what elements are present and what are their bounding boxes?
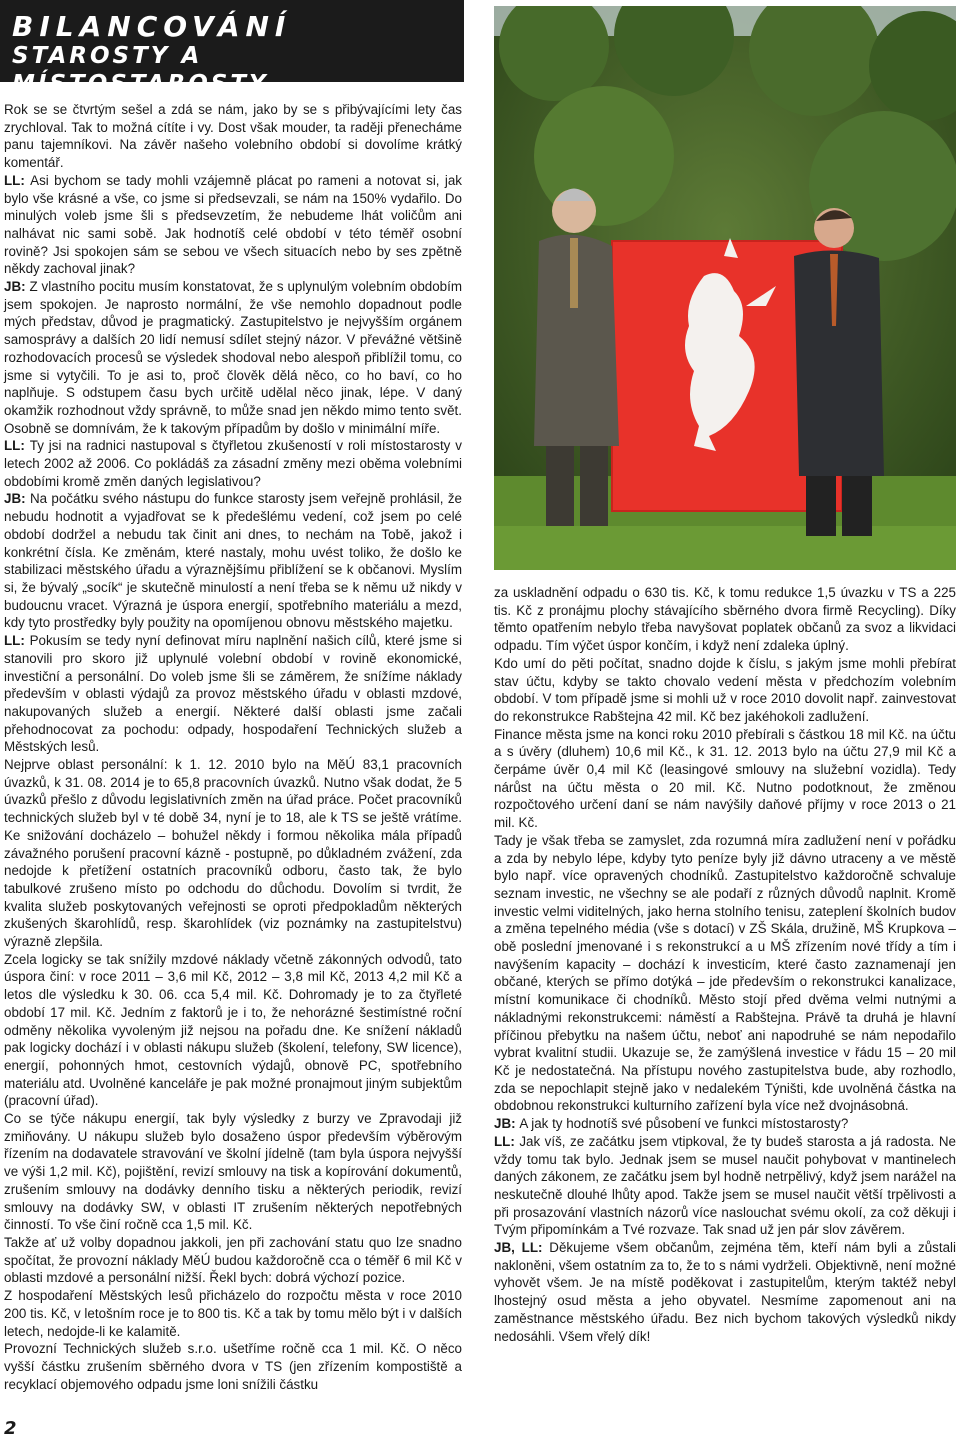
- paragraph: Zcela logicky se tak snížily mzdové náklady včetně zákonných odvodů, tato úspora činí: v roce 2011 – 3,6 mil Kč, 2012 – 3,8 mil Kč, 2013 4,2 mil Kč a letos dle výsledku k 30. 06. cca 5,4 mil. Kč. Dohromady je to za čtyřleté období 17 mil. Kč. Jedním z faktorů je i to, že nehorázné šestimístné roční odměny několika vyvoleným již nejsou na pořadu dne. Ke snížení nákladů pak logicky dochází i v oblasti nákupu služeb (školení, telefony, SW licence), energií, pohonných hmot, cestovních výdajů, obnově PC, spotřebního materiálu atd. Uvolněné kanceláře je pak možné pronajmout jiným subjektům (pracovní úřad).: [4, 951, 462, 1109]
- paragraph: Takže ať už volby dopadnou jakkoli, jen při zachování statu quo lze snadno spočítat, že provozní náklady MěÚ budou každoročně cca o téměř 6 mil Kč v oblasti mzdové a personální nižší. Řekl bych: dobrá výchozí pozice.: [4, 1235, 462, 1286]
- photo-illustration: [494, 6, 956, 570]
- speaker-label: LL:: [4, 633, 30, 649]
- paragraph: JB, LL: Děkujeme všem občanům, zejména těm, kteří nám byli a zůstali nakloněni, všem ostatním za to, že to s námi vydrželi. Objektivně, není možné vyhovět všem. Je na místě poděkovat i zastupitelům, kterým taktéž nebyl lhostejný osud města a jeho obyvatel. Nesmíme zapomenout ani na zaměstnance městského úřadu. Bez nich bychom takových výsledků nikdy nedosáhli. Všem vřelý dík!: [494, 1240, 956, 1344]
- paragraph: LL: Jak víš, ze začátku jsem vtipkoval, že ty budeš starosta a já radosta. Ne vždy tomu tak bylo. Jednak jsem se musel naučit pohybovat v mantinelech daných zákonem, ze začátku jsem byl hodně netrpělivý, když jsem narážel na neskutečně dlouhé lhůty apod. Takže jsem se musel naučit větší trpělivosti a při prosazování vlastních názorů více naslouchat svému okolí, za což děkuji i Tvým připomínkám a Tvé rozvaze. Tak snad už jen pár slov závěrem.: [494, 1133, 956, 1238]
- speaker-label: JB:: [494, 1116, 520, 1132]
- paragraph: Z hospodaření Městských lesů přicházelo do rozpočtu města v roce 2010 200 tis. Kč, v letošním roce je to 800 tis. Kč a tak by tomu mělo být i v dalších letech, nedojde-li ke kalamitě.: [4, 1288, 462, 1339]
- right-column-text: [494, 584, 956, 1345]
- left-column-text: [4, 101, 462, 1393]
- paragraph: za uskladnění odpadu o 630 tis. Kč, k tomu redukce 1,5 úvazku v TS a 225 tis. Kč z pronájmu plochy stávajícího sběrného dvora firmě Recycling). Díky těmto opatřením nebylo třeba navyšovat poplatek občanů za svoz a likvidaci odpadu. Tím výčet úspor končím, i když není zdaleka úplný.: [494, 585, 956, 654]
- paragraph: Kdo umí do pěti počítat, snadno dojde k číslu, s jakým jsme mohli přebírat stav účtu, kdyby se takto chovalo vedení města v předchozím volebním období. V tom případě jsme si mohli už v roce 2010 dovolit např. zainvestovat do rekonstrukce Rabštejna 42 mil. Kč bez jakéhokoli zadlužení.: [494, 655, 956, 724]
- header-subtitle: STAROSTY A MÍSTOSTAROSTY: [12, 43, 269, 97]
- page-number: 2: [4, 1418, 17, 1439]
- header-title: BILANCOVÁNÍ: [12, 10, 292, 43]
- speaker-label: LL:: [494, 1133, 520, 1149]
- paragraph: JB: A jak ty hodnotíš své působení ve funkci místostarosty?: [494, 1116, 849, 1132]
- speaker-label: LL:: [4, 172, 31, 188]
- speaker-label: JB:: [4, 491, 30, 507]
- speaker-label: JB:: [4, 279, 30, 295]
- paragraph: LL: Pokusím se tedy nyní definovat míru naplnění našich cílů, které jsme si stanovili pro skoro již uplynulé volební období v rovině ekonomické, investiční a personální. Do voleb jsme šli se záměrem, že snížíme náklady především v oblasti výdajů za provoz městského úřadu v oblasti mzdové, nakupovaných služeb a energií. Některé další oblasti jsme začali přehodnocovat za pochodu: odpady, hospodaření Technických služeb a Městských lesů.: [4, 633, 462, 755]
- paragraph: Co se týče nákupu energií, tak byly výsledky z burzy ve Zpravodaji již zmiňovány. U nákupu služeb bylo dosaženo úspor především výběrovým řízením na dodavatele stravování ve školní jídelně (tam byla úspora nejvyšší ve výši 1,2 mil. Kč), pojištění, revizí smlouvy na tisk a kopírování dokumentů, zrušením smlouvy na dodávky denního tisku a některých periodik, revizí smlouvy na dodávky SW, v oblasti IT zrušením některých nepotřebných činností. To vše činí ročně cca 1,5 mil. Kč.: [4, 1111, 462, 1233]
- paragraph: JB: Na počátku svého nástupu do funkce starosty jsem veřejně prohlásil, že nebudu hodnotit a vyjadřovat se k předešlému vedení, což jsem po celé období dodržel a nebudu tak činit ani dnes, to nechám na Tobě, jakož i konkrétní čísla. Ke změnám, které nastaly, mohu uvést toliko, že došlo ke stabilizaci městského úřadu a výraznějšímu přiblížení se k občanovi. Myslím si, že bývalý „socík“ je skutečně minulostí a není třeba se k němu už nikdy v budoucnu vracet. Výrazná je úspora energií, spotřebního materiálu a mezd, kdy tyto prostředky byly použity na opomíjenou obnovu městského majetku.: [4, 491, 462, 631]
- paragraph: Tady je však třeba se zamyslet, zda rozumná míra zadlužení není v pořádku a zda by nebylo lépe, kdyby tyto peníze byly již dávno utraceny a ve městě bylo např. více opravených chodníků. Zastupitelstvo každoročně schvaluje seznam investic, ne všechny se ale podaří z různých důvodů naplnit. Kromě investic velmi viditelných, jako herna stolního tenisu, zateplení školních budov a změna tepelného média (vše s dotací) v ZŠ Skála, družině, MŠ Krupkova – obě poslední jmenované i s rekonstrukcí a u MŠ zřízením nové třídy a tím i navýšením kapacity – dochází k investicím, které často zaznamenají jen občané, kterých se přímo dotýká – jde především o rekonstrukci kanalizace, místní komunikace či chodníků. Město stojí před dvěma velmi nutnými a nákladnými rekonstrukcemi: náměstí a Rabštejna. Právě ta druhá je hlavní příčinou přebytku na našem účtu, neboť ani napodruhé se nám nepodařilo vybrat kvalitní studii. Ukazuje se, že zamýšlená investice v řádu 15 – 20 mil Kč je nedostatečná. Na přístupu nového zastupitelstva bude, aby rozhodlo, zda se nepochlapit stejně jako v nedalekém Týništi, kde uvolněná částka na obdobnou rekonstrukci kulturního zařízení byla více než dvojnásobná.: [494, 832, 956, 1114]
- paragraph: Rok se se čtvrtým sešel a zdá se nám, jako by se s přibývajícími lety čas zrychloval. Tak to možná cítíte i vy. Dost však mouder, ta raději přenecháme panu tajemníkovi. Na závěr našeho volebního období si dovolíme krátký komentář.: [4, 102, 462, 171]
- speaker-label: JB, LL:: [494, 1240, 550, 1256]
- photo-two-men-with-flag: [494, 6, 956, 570]
- speaker-label: LL:: [4, 438, 30, 454]
- paragraph: Nejprve oblast personální: k 1. 12. 2010 bylo na MěÚ 83,1 pracovních úvazků, k 31. 08. 2014 je to 65,8 pracovních úvazků. Nutno však dodat, že 5 úvazků přešlo z důvodu legislativních změn na úřad práce. Počet pracovníků technických služeb byl v té době 34, nyní je to 18, ale k TS se ještě vrátíme. Ke snižování docházelo – bohužel někdy i formou několika mála případů závažného porušení pracovní kázně - postupně, po důkladném zvážení, zda nedojde k přetížení ostatních pracovníků odboru, často tak, že bylo tabulkové zrušeno místo po odchodu do důchodu. Dovolím si tvrdit, že kvalita služeb poskytovaných veřejnosti se oproti předpokladům některých zkušených škarohlídů, resp. škarohlídek (viz poznámky na zastupitelstvu) výrazně zlepšila.: [4, 757, 462, 950]
- paragraph: JB: Z vlastního pocitu musím konstatovat, že s uplynulým volebním obdobím jsem spokojen. Je naprosto normální, že vše nemohlo dopadnout podle mých představ, důvod je pragmatický. Zastupitelstvo je nejvyšším orgánem samosprávy a dalších 20 lidí nemusí sdílet stejný názor. V převážné většině rozhodovacích procesů se výsledek shodoval nebo alespoň přiblížil tomu, co jsme si vytyčili. To je asi to, proč člověk dělá něco, co ho baví, co ho naplňuje. S odstupem času bych určitě udělal něco jinak, lépe. V daný okamžik rozhodnout vždy správně, to může snad jen někdo mimo tento svět. Osobně se domnívám, že k takovým případům by došlo v minimální míře.: [4, 279, 462, 436]
- section-header: [0, 0, 464, 97]
- paragraph: LL: Ty jsi na radnici nastupoval s čtyřletou zkušeností v roli místostarosty v letech 2002 až 2006. Co pokládáš za zásadní změny mezi oběma volebními obdobími kromě změn daných legislativou?: [4, 438, 462, 489]
- paragraph: Finance města jsme na konci roku 2010 přebírali s částkou 18 mil Kč. na účtu a s úvěry (dluhem) 10,6 mil Kč., k 31. 12. 2013 bylo na účtu 27,9 mil Kč a čerpáme úvěr 0,4 mil Kč (leasingové smlouvy na služební vozidla). Tedy nárůst na účtu města o 20 mil. Kč. Nutno podotknout, že změnou rozpočtového určení daní se nám navýšily daňové příjmy v roce 2013 o 21 mil. Kč.: [494, 726, 956, 831]
- paragraph: Provozní Technických služeb s.r.o. ušetříme ročně cca 1 mil. Kč. O něco vyšší částku zrušením sběrného dvora v TS (jen zřízením kompostiště a recyklací objemového odpadu jsme loni snížili částku: [4, 1341, 462, 1392]
- paragraph: LL: Asi bychom se tady mohli vzájemně plácat po rameni a notovat si, jak bylo vše krásné a vše, co jsme si předsevzali, se nám na 150% vydařilo. Do minulých voleb jsme šli s předsevzetím, že nebudeme lhát voličům ani nalhávat nic sami sobě. Jak hodnotíš celé období v této téměř osobní rovině? Jsi spokojen sám se sebou ve všech situacích nebo by ses zpětně někdy zachoval jinak?: [4, 172, 462, 277]
